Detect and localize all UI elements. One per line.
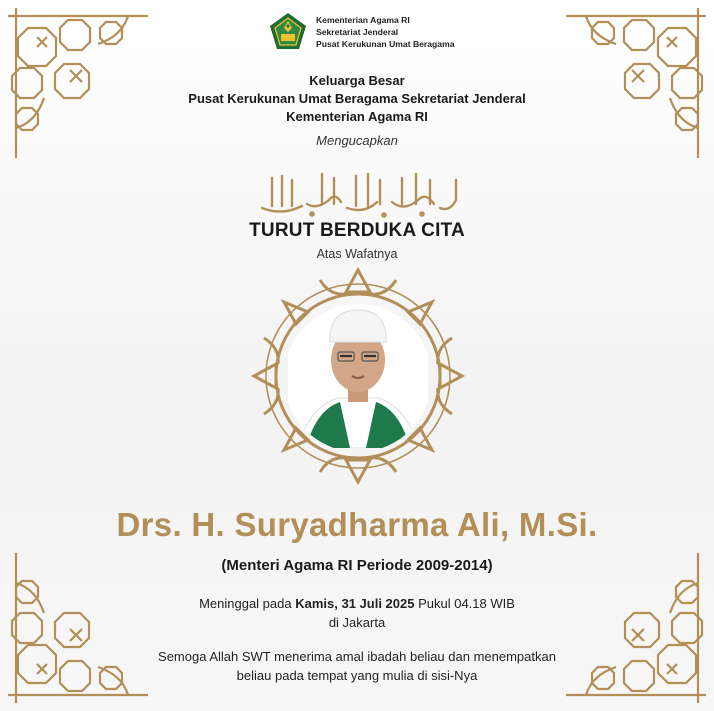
death-place: di Jakarta	[328, 615, 386, 630]
family-line-2: Pusat Kerukunan Umat Beragama Sekretariat Jenderal	[188, 91, 526, 106]
family-block	[0, 72, 714, 126]
kemenag-logo-icon	[268, 12, 308, 52]
family-line-3: Kementerian Agama RI	[286, 109, 428, 124]
condolence-heading: TURUT BERDUKA CITA	[249, 220, 465, 241]
deceased-name: Drs. H. Suryadharma Ali, M.Si.	[116, 506, 598, 543]
calligraphy-icon	[252, 168, 462, 220]
org-line-3: Pusat Kerukunan Umat Beragama	[316, 39, 455, 49]
prayer-text	[0, 647, 714, 685]
arabic-calligraphy	[0, 168, 714, 225]
header	[268, 12, 455, 52]
death-date: Kamis, 31 Juli 2025	[295, 596, 415, 611]
portrait-photo	[288, 298, 428, 448]
org-line-1: Kementerian Agama RI	[316, 15, 410, 25]
mengucapkan-text: Mengucapkan	[316, 133, 398, 148]
death-info	[0, 594, 714, 632]
deceased-role: (Menteri Agama RI Periode 2009-2014)	[221, 557, 493, 574]
prayer-line-1: Semoga Allah SWT menerima amal ibadah beliau dan menempatkan	[158, 649, 556, 664]
family-line-1: Keluarga Besar	[309, 73, 405, 88]
prayer-line-2: beliau pada tempat yang mulia di sisi-Nya	[236, 668, 478, 683]
death-datetime	[0, 594, 714, 613]
atas-wafatnya-text: Atas Wafatnya	[316, 247, 398, 261]
organization-name	[316, 14, 455, 50]
death-time: Pukul 04.18 WIB	[414, 596, 515, 611]
death-prefix: Meninggal pada	[199, 596, 296, 611]
org-line-2: Sekretariat Jenderal	[316, 27, 399, 37]
